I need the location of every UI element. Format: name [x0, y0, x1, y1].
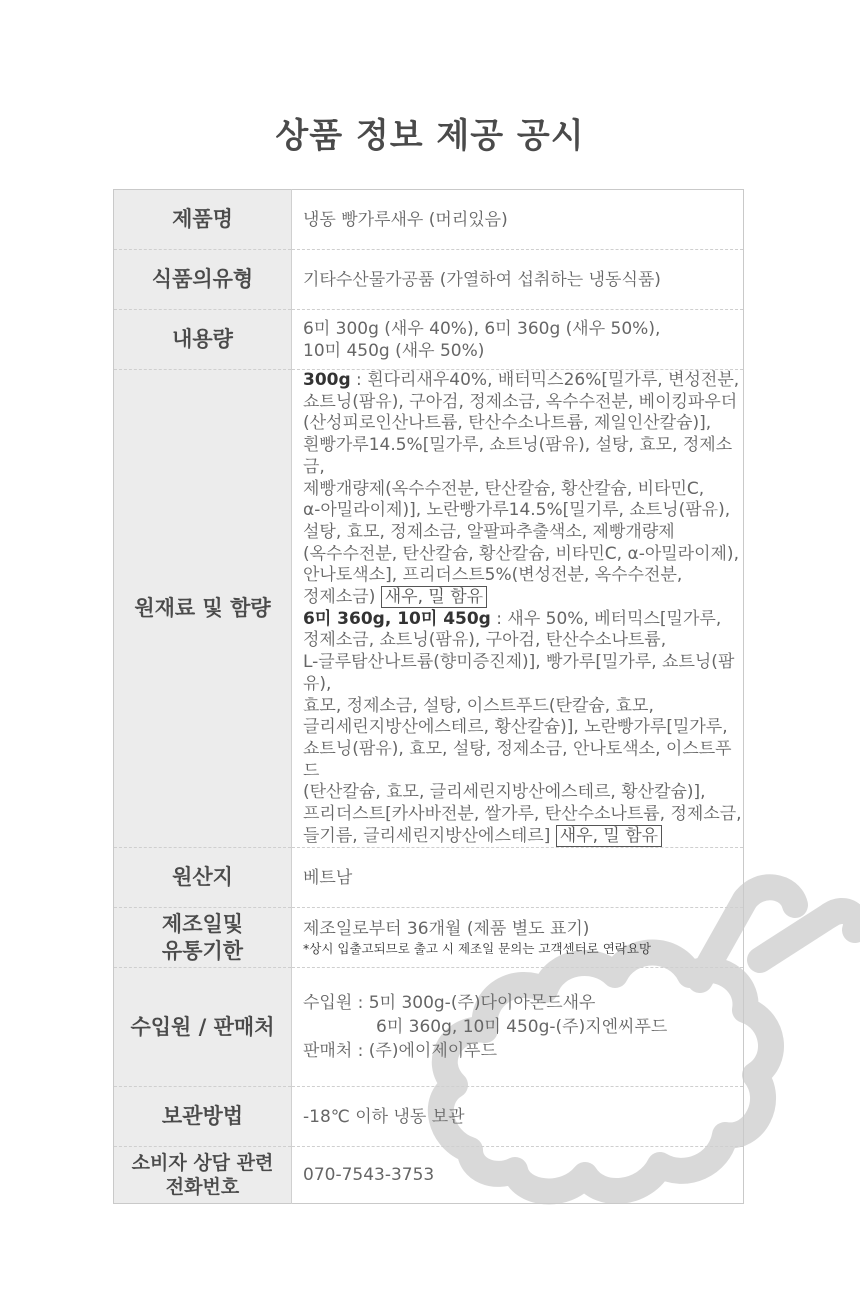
row-value: -18℃ 이하 냉동 보관 [292, 1087, 744, 1147]
row-label: 원재료 및 함량 [114, 370, 292, 848]
table-row [114, 968, 744, 1087]
ingredients-value [292, 370, 744, 848]
row-value: 냉동 빵가루새우 (머리있음) [303, 209, 508, 230]
text-line: 들기름, 글리세린지방산에스테르] [303, 825, 551, 846]
row-label: 식품의유형 [114, 250, 292, 310]
row-label: 내용량 [114, 310, 292, 370]
row-value: 베트남 [292, 848, 744, 908]
text-line: 프리더스트[카사바전분, 쌀가루, 탄산수소나트륨, 정제소금, [303, 804, 742, 825]
table-row [114, 1087, 744, 1147]
row-label: 원산지 [114, 848, 292, 908]
row-value [292, 310, 744, 370]
text-line: 수입원 : 5미 300g-(주)다이아몬드새우 [303, 993, 596, 1014]
text-line: 글리세린지방산에스테르, 황산칼슘)], 노란빵가루[밀가루, [303, 717, 728, 738]
text-line: 쇼트닝(팜유), 구아검, 정제소금, 옥수수전분, 베이킹파우더 [303, 391, 738, 412]
table-row [114, 848, 744, 908]
ingredient-key: 300g [303, 370, 351, 390]
row-value [292, 968, 744, 1087]
text-line: 정제소금, 쇼트닝(팜유), 구아검, 탄산수소나트륨, [303, 630, 667, 651]
label-line: 소비자 상담 관련 [131, 1152, 274, 1175]
table-row [114, 1147, 744, 1204]
row-label: 제품명 [114, 190, 292, 250]
text-line: 안나토색소], 프리더스트5%(변성전분, 옥수수전분, [303, 565, 683, 586]
page-title: 상품 정보 제공 공시 [275, 116, 585, 156]
table-row [114, 190, 744, 250]
row-value [292, 908, 744, 968]
text-line: 10미 450g (새우 50%) [303, 340, 485, 361]
text-line: : 새우 50%, 베터믹스[밀가루, [490, 608, 722, 629]
text-line: α-아밀라이제)], 노란빵가루14.5%[밀기루, 쇼트닝(팜유), [303, 500, 731, 521]
table-row [114, 310, 744, 370]
text-line: (산성피로인산나트륨, 탄산수소나트륨, 제일인산칼슘)], [303, 413, 712, 434]
text-line: : 흰다리새우40%, 배터믹스26%[밀가루, 변성전분, [350, 370, 740, 390]
text-line: 판매처 : (주)에이제이푸드 [303, 1041, 498, 1062]
text-line: (탄산칼슘, 효모, 글리세린지방산에스테르, 황산칼슘)], [303, 782, 706, 803]
row-label [114, 1147, 292, 1204]
row-label: 보관방법 [114, 1087, 292, 1147]
text-line: 효모, 정제소금, 설탕, 이스트푸드(탄칼슘, 효모, [303, 695, 654, 716]
shelf-life-note: *상시 입출고되므로 출고 시 제조일 문의는 고객센터로 연락요망 [303, 940, 652, 956]
allergy-badge: 새우, 밀 함유 [381, 586, 487, 608]
text-line: 6미 300g (새우 40%), 6미 360g (새우 50%), [303, 318, 661, 339]
allergy-badge: 새우, 밀 함유 [556, 825, 662, 847]
text-line: 설탕, 효모, 정제소금, 알팔파추출색소, 제빵개량제 [303, 521, 675, 542]
phone-number: 070-7543-3753 [292, 1147, 744, 1204]
product-info-table [113, 189, 744, 1204]
table-row [114, 370, 744, 848]
text-line: 쇼트닝(팜유), 효모, 설탕, 정제소금, 안나토색소, 이스트푸드 [303, 738, 732, 781]
text-line: 제빵개량제(옥수수전분, 탄산칼슘, 황산칼슘, 비타민C, [303, 478, 705, 499]
label-line: 유통기한 [161, 938, 244, 963]
text-line: 정제소금) [303, 587, 376, 608]
row-label [114, 908, 292, 968]
text-line: L-글루탐산나트륨(향미증진제)], 빵가루[밀가루, 쇼트닝(팜유), [303, 652, 735, 694]
table-row [114, 908, 744, 968]
table-row [114, 250, 744, 310]
text-line: 6미 360g, 10미 450g-(주)지엔씨푸드 [376, 1017, 668, 1038]
ingredient-key: 6미 360g, 10미 450g [303, 608, 491, 629]
label-line: 제조일및 [161, 911, 244, 936]
text-line: (옥수수전분, 탄산칼슘, 황산칼슘, 비타민C, α-아밀라이제), [303, 543, 739, 564]
row-label: 수입원 / 판매처 [114, 968, 292, 1087]
label-line: 전화번호 [165, 1176, 240, 1199]
text-line: 흰빵가루14.5%[밀가루, 쇼트닝(팜유), 설탕, 효모, 정제소금, [303, 435, 733, 477]
text-line: 제조일로부터 36개월 (제품 별도 표기) [303, 918, 590, 939]
row-value: 기타수산물가공품 (가열하여 섭취하는 냉동식품) [292, 250, 744, 310]
